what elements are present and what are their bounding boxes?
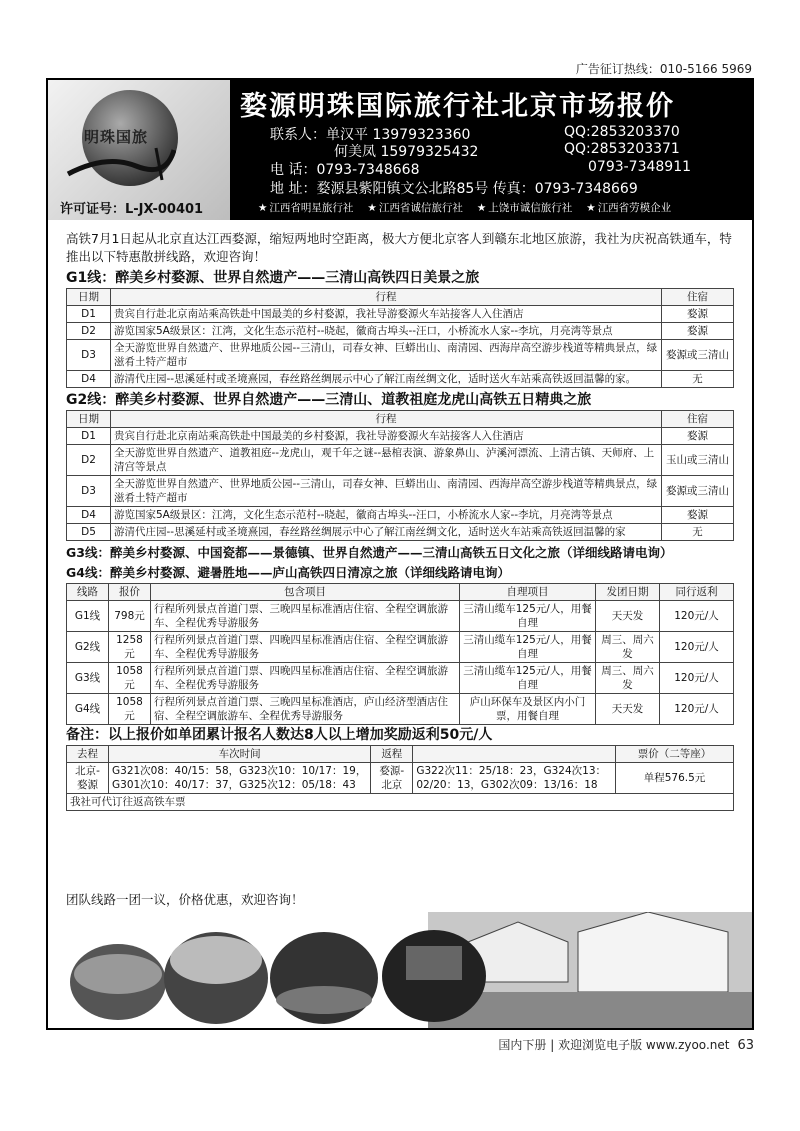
day-cell: D4	[67, 507, 111, 524]
lodging-cell: 无	[662, 524, 734, 541]
lodging-cell: 婺源或三清山	[662, 476, 734, 507]
advert-frame	[46, 78, 754, 1030]
departure-cell: 周三、周六发	[596, 663, 660, 694]
col-header: 日期	[67, 289, 111, 306]
star-icon: ★	[258, 202, 268, 214]
included-cell: 行程所列景点首道门票、四晚四星标准酒店住宿、全程空调旅游车、全程优秀导游服务	[151, 632, 460, 663]
route-g3-title: G3线：醉美乡村婺源、中国瓷都——景德镇、世界自然遗产——三清山高铁五日文化之旅（详细线路请电询）	[66, 545, 673, 560]
route-g1-title: G1线：醉美乡村婺源、世界自然遗产——三清山高铁四日美景之旅	[66, 270, 480, 286]
day-cell: D1	[67, 306, 111, 323]
remark: 备注：以上报价如单团累计报名人数达8人以上增加奖励返利50元/人	[66, 727, 493, 743]
table-row	[67, 663, 734, 694]
col-header: 线路	[67, 584, 109, 601]
price-cell: 1258元	[109, 632, 151, 663]
price-table	[66, 583, 734, 725]
col-header: 自理项目	[460, 584, 596, 601]
page-number: 63	[737, 1038, 754, 1053]
footer-text: 国内下册 | 欢迎浏览电子版 www.zyoo.net	[498, 1038, 730, 1052]
page-footer	[46, 1036, 754, 1053]
lodging-cell: 婺源	[662, 428, 734, 445]
day-cell: D4	[67, 371, 111, 388]
table-row	[67, 794, 734, 811]
itinerary-cell: 贵宾自行赴北京南站乘高铁赴中国最美的乡村婺源，我社导游婺源火车站接客人入住酒店	[111, 428, 662, 445]
table-row	[67, 445, 734, 476]
route-cell: G3线	[67, 663, 109, 694]
departure-cell: 周三、周六发	[596, 632, 660, 663]
return-times: G322次11：25/18：23，G324次13：02/20：13，G302次09：13/16：18	[413, 763, 616, 794]
itinerary-cell: 全天游览世界自然遗产、道教祖庭--龙虎山，观千年之谜--悬棺表演、游象鼻山、泸溪河漂流、上清古镇、天师府、上清宫等景点	[111, 445, 662, 476]
col-header: 行程	[111, 411, 662, 428]
col-header: 发团日期	[596, 584, 660, 601]
included-cell: 行程所列景点首道门票、三晚四星标准酒店住宿、全程空调旅游车、全程优秀导游服务	[151, 601, 460, 632]
day-cell: D1	[67, 428, 111, 445]
star-icon: ★	[367, 202, 377, 214]
scenery-photos	[48, 912, 752, 1030]
phone: 电 话：0793-7348668	[270, 162, 420, 178]
col-header: 行程	[111, 289, 662, 306]
table-row	[67, 524, 734, 541]
swoosh-icon	[66, 144, 176, 184]
included-cell: 行程所列景点首道门票、四晚四星标准酒店住宿、全程空调旅游车、全程优秀导游服务	[151, 663, 460, 694]
logo-text: 明珠国旅	[84, 128, 149, 146]
content	[66, 230, 734, 811]
lodging-cell: 婺源	[662, 507, 734, 524]
col-header: 住宿	[662, 289, 734, 306]
agency-title: 婺源明珠国际旅行社北京市场报价	[240, 91, 675, 122]
badge: ★ 上饶市诚信旅行社	[476, 202, 573, 214]
route-cell: G4线	[67, 694, 109, 725]
lodging-cell: 婺源或三清山	[662, 340, 734, 371]
badge: ★ 江西省劳模企业	[586, 202, 672, 214]
price-cell: 798元	[109, 601, 151, 632]
col-header: 同行返利	[660, 584, 734, 601]
lodging-cell: 婺源	[662, 323, 734, 340]
route-cell: G1线	[67, 601, 109, 632]
qq-1: QQ:2853203370	[564, 124, 680, 140]
table-row	[67, 371, 734, 388]
itinerary-cell: 全天游览世界自然遗产、世界地质公园--三清山，司春女神、巨蟒出山、南清园、西海岸高空游步栈道等精典景点，绿滋肴土特产超市	[111, 476, 662, 507]
itinerary-cell: 游览国家5A级景区：江湾，文化生态示范村--晓起，徽商古埠头--汪口，小桥流水人家--李坑，月亮湾等景点	[111, 323, 662, 340]
license-number: 许可证号：L-JX-00401	[60, 202, 204, 217]
col-header: 票价（二等座）	[616, 746, 734, 763]
itinerary-cell: 游清代庄园--思溪延村或圣境熹园，春丝路丝绸展示中心了解江南丝绸文化，适时送火车站乘高铁返回温馨的家。	[111, 371, 662, 388]
selfpay-cell: 三清山缆车125元/人，用餐自理	[460, 601, 596, 632]
header-banner	[48, 80, 752, 220]
g1-itinerary-table	[66, 288, 734, 388]
selfpay-cell: 三清山缆车125元/人，用餐自理	[460, 663, 596, 694]
intro-text: 高铁7月1日起从北京直达江西婺源，缩短两地时空距离，极大方便北京客人到赣东北地区旅游，我社为庆祝高铁通车，特推出以下特惠散拼线路，欢迎咨询！	[66, 231, 732, 264]
ad-hotline: 广告征订热线：010-5166 5969	[575, 62, 752, 76]
table-row	[67, 632, 734, 663]
table-row	[67, 428, 734, 445]
outbound-cell: 北京-婺源	[67, 763, 109, 794]
col-header: 去程	[67, 746, 109, 763]
g2-itinerary-table	[66, 410, 734, 541]
selfpay-cell: 三清山缆车125元/人，用餐自理	[460, 632, 596, 663]
logo-area	[48, 80, 230, 220]
address: 地 址：婺源县紫阳镇文公北路85号 传真：0793-7348669	[270, 181, 638, 197]
itinerary-cell: 游览国家5A级景区：江湾，文化生态示范村--晓起，徽商古埠头--汪口，小桥流水人家--李坑，月亮湾等景点	[111, 507, 662, 524]
route-cell: G2线	[67, 632, 109, 663]
col-header: 日期	[67, 411, 111, 428]
itinerary-cell: 游清代庄园--思溪延村或圣境熹园，春丝路丝绸展示中心了解江南丝绸文化，适时送火车站乘高铁返回温馨的家	[111, 524, 662, 541]
lodging-cell: 玉山或三清山	[662, 445, 734, 476]
star-icon: ★	[586, 202, 596, 214]
contact-2: 何美凤 15979325432	[334, 144, 479, 160]
route-g4-title: G4线：醉美乡村婺源、避暑胜地——庐山高铁四日清凉之旅（详细线路请电询）	[66, 565, 510, 580]
closing-text: 团队线路一团一议，价格优惠，欢迎咨询！	[66, 892, 304, 907]
outbound-times: G321次08：40/15：58，G323次10：10/17：19，G301次10：40/17：37，G325次12：05/18：43	[109, 763, 371, 794]
ticket-note: 我社可代订往返高铁车票	[67, 794, 734, 811]
col-header: 报价	[109, 584, 151, 601]
selfpay-cell: 庐山环保车及景区内小门票，用餐自理	[460, 694, 596, 725]
star-icon: ★	[476, 202, 487, 214]
day-cell: D2	[67, 445, 111, 476]
table-row	[67, 306, 734, 323]
table-row	[67, 763, 734, 794]
day-cell: D2	[67, 323, 111, 340]
return-cell: 婺源-北京	[371, 763, 413, 794]
table-row	[67, 694, 734, 725]
col-header: 住宿	[662, 411, 734, 428]
rebate-cell: 120元/人	[660, 601, 734, 632]
col-header: 返程	[371, 746, 413, 763]
day-cell: D3	[67, 476, 111, 507]
route-g2-title: G2线：醉美乡村婺源、世界自然遗产——三清山、道教祖庭龙虎山高铁五日精典之旅	[66, 392, 592, 408]
col-header	[413, 746, 616, 763]
price-cell: 1058元	[109, 694, 151, 725]
table-row	[67, 476, 734, 507]
departure-cell: 天天发	[596, 601, 660, 632]
day-cell: D5	[67, 524, 111, 541]
table-row	[67, 323, 734, 340]
rebate-cell: 120元/人	[660, 663, 734, 694]
price-cell: 1058元	[109, 663, 151, 694]
badge: ★ 江西省诚信旅行社	[367, 202, 463, 214]
itinerary-cell: 贵宾自行赴北京南站乘高铁赴中国最美的乡村婺源，我社导游婺源火车站接客人入住酒店	[111, 306, 662, 323]
table-row	[67, 507, 734, 524]
table-row	[67, 601, 734, 632]
itinerary-cell: 全天游览世界自然遗产、世界地质公园--三清山，司春女神、巨蟒出山、南清园、西海岸高空游步栈道等精典景点，绿滋肴土特产超市	[111, 340, 662, 371]
table-row	[67, 340, 734, 371]
col-header: 车次时间	[109, 746, 371, 763]
badge: ★ 江西省明星旅行社	[258, 202, 354, 214]
lodging-cell: 婺源	[662, 306, 734, 323]
badge-list	[258, 200, 671, 215]
train-table	[66, 745, 734, 811]
lodging-cell: 无	[662, 371, 734, 388]
contact-1: 联系人：单汉平 13979323360	[270, 127, 471, 143]
rebate-cell: 120元/人	[660, 632, 734, 663]
fare-cell: 单程576.5元	[616, 763, 734, 794]
departure-cell: 天天发	[596, 694, 660, 725]
col-header: 包含项目	[151, 584, 460, 601]
day-cell: D3	[67, 340, 111, 371]
photo-strip	[48, 912, 752, 1030]
qq-2: QQ:2853203371	[564, 141, 680, 157]
included-cell: 行程所列景点首道门票、三晚四星标准酒店，庐山经济型酒店住宿、全程空调旅游车、全程优秀导游服务	[151, 694, 460, 725]
phone-2: 0793-7348911	[588, 159, 692, 175]
rebate-cell: 120元/人	[660, 694, 734, 725]
